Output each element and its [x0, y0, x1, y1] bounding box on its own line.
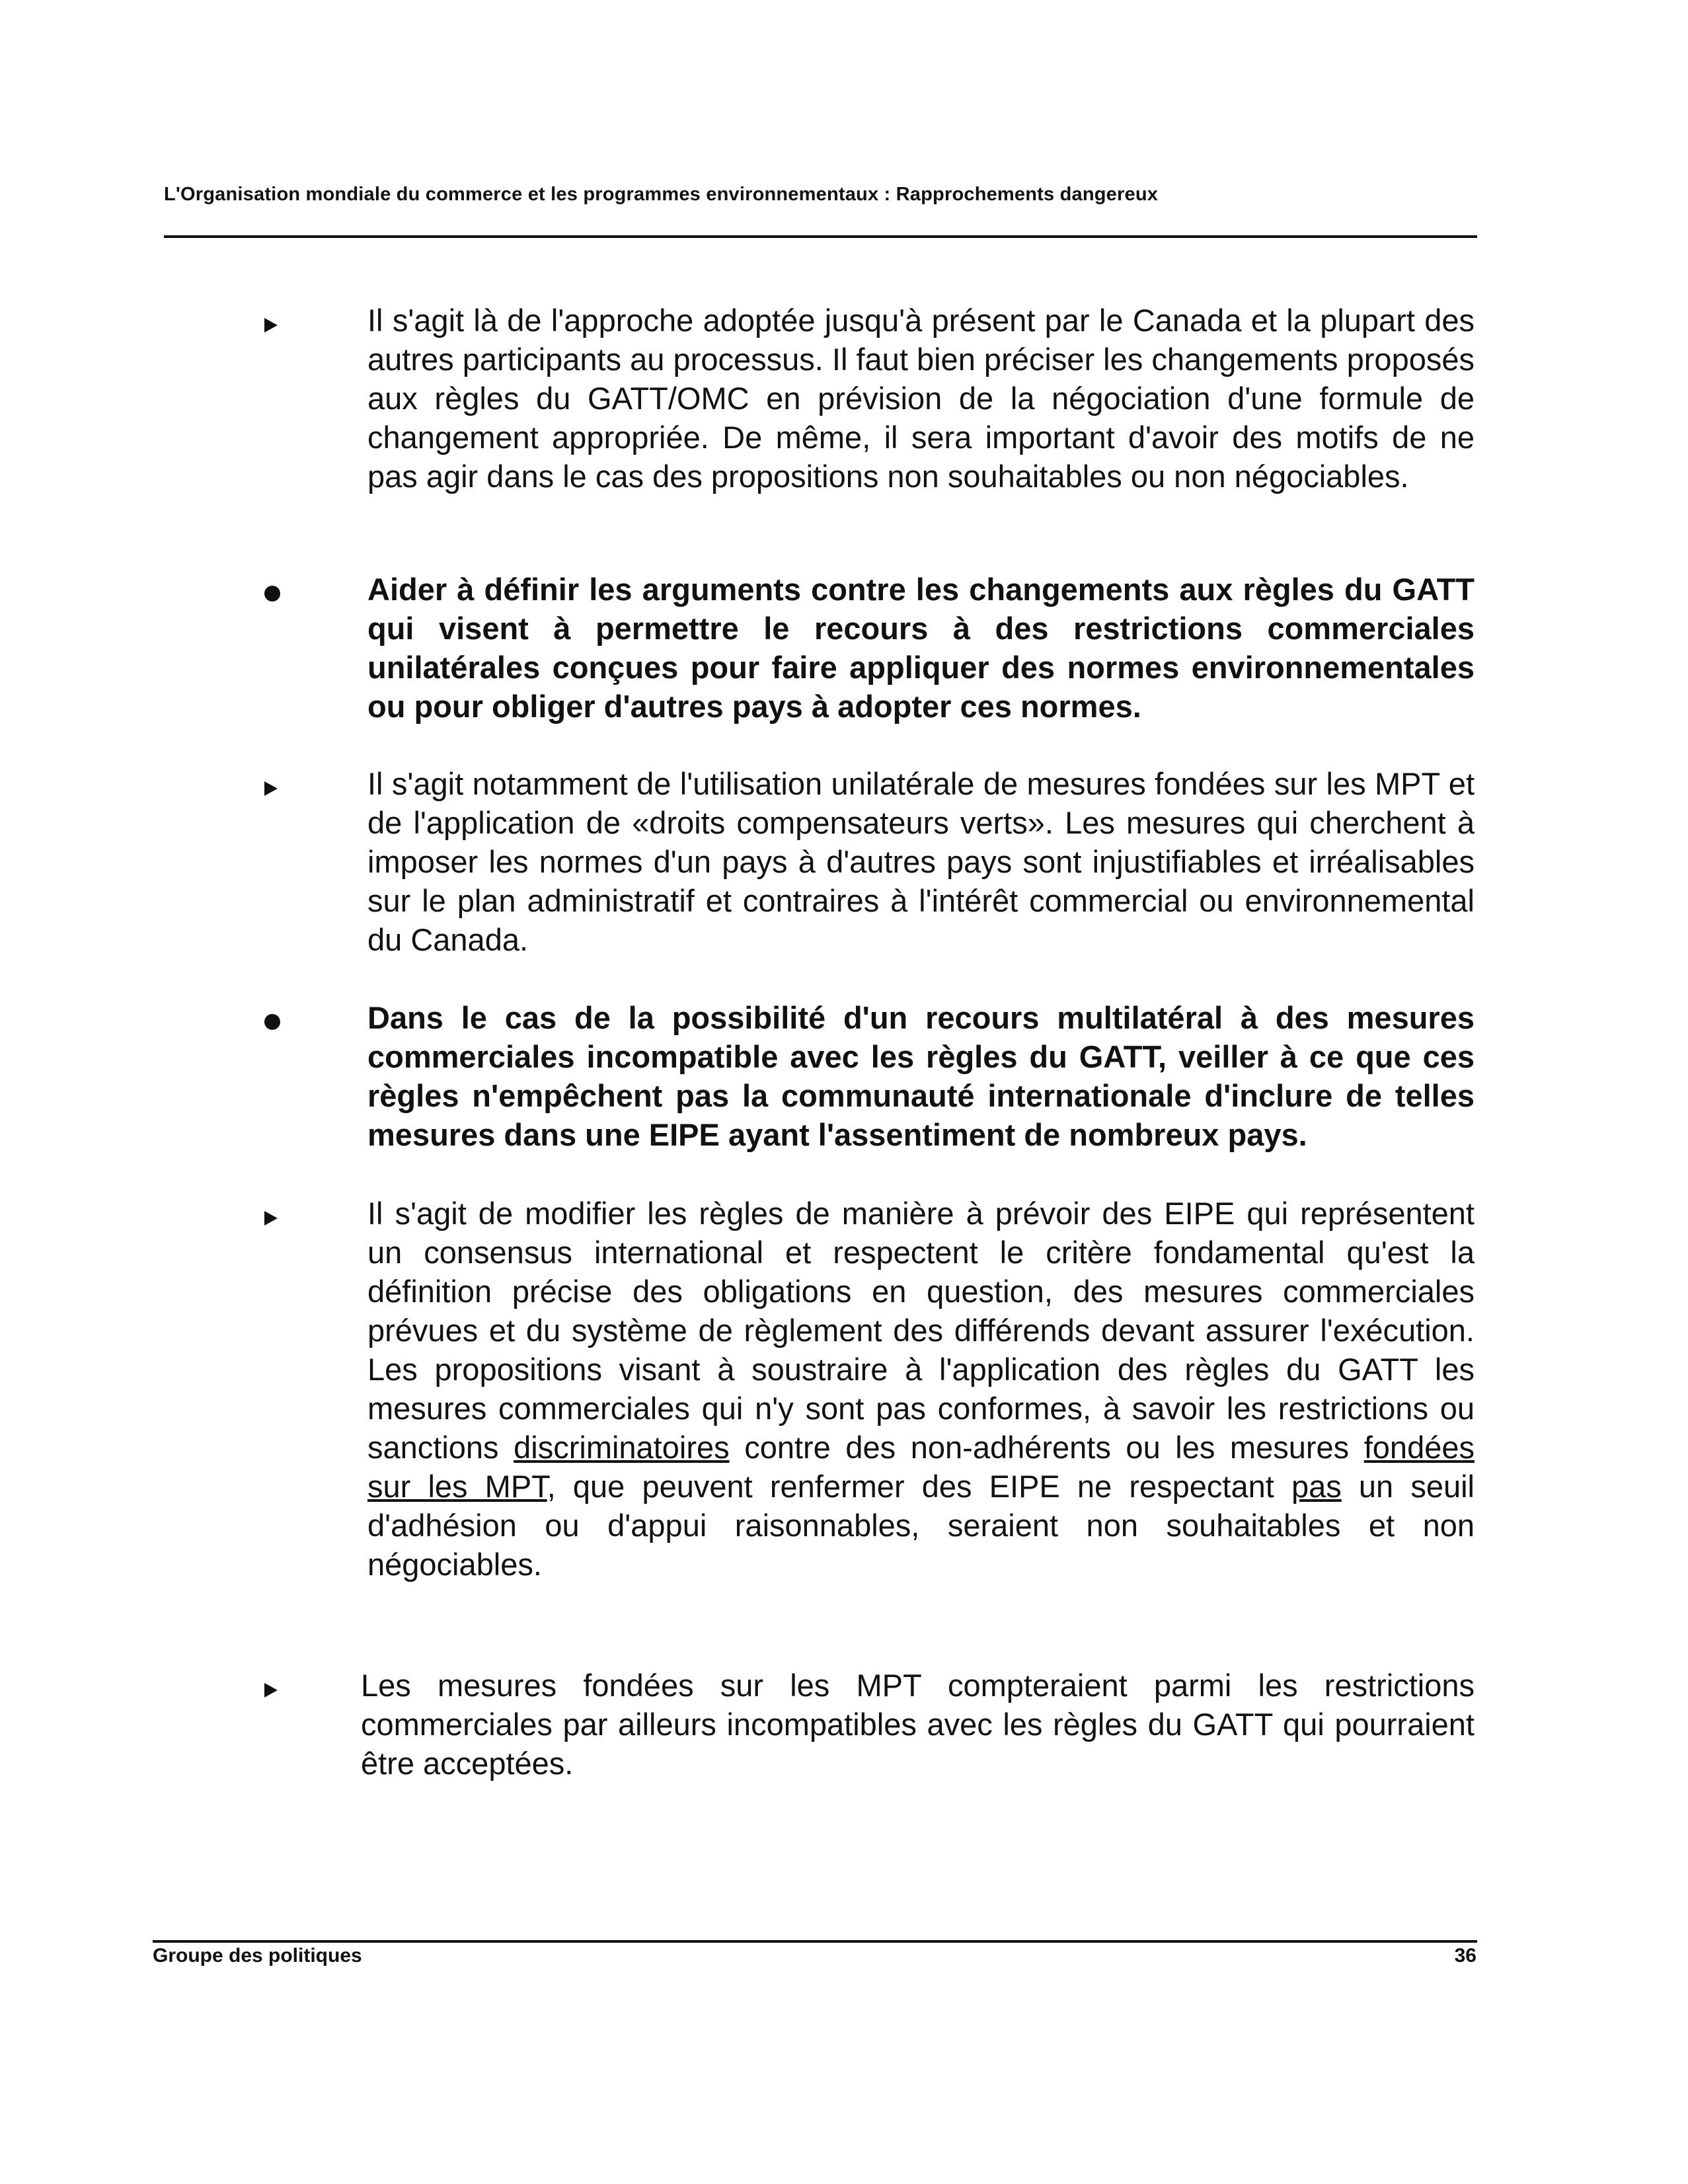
arrow-marker-icon: [264, 772, 304, 796]
underlined-text: fondées sur les MPT: [367, 1430, 1475, 1504]
footer-label: Groupe des politiques: [153, 1945, 362, 1967]
item-text: Aider à définir les arguments contre les changements aux règles du GATT qui visent à permettre le recours à des restrictions commerciales unilatérales conçues pour faire appliquer des normes environnementales ou pour obliger d'autres pays à adopter ces normes.: [367, 572, 1475, 724]
underlined-text: pas: [1291, 1469, 1342, 1504]
arrow-marker-icon: [264, 309, 304, 332]
item-text: Il s'agit là de l'approche adoptée jusqu'à présent par le Canada et la plupart des autres participants au processus. Il faut bien préciser les changements proposés aux règles du GATT/OMC en prévision de la négociation d'une formule de changement appropriée. De même, il sera important d'avoir des motifs de ne pas agir dans le cas des propositions non souhaitables ou non négociables.: [367, 303, 1475, 494]
item-text: Dans le cas de la possibilité d'un recours multilatéral à des mesures commerciales incompatible avec les règles du GATT, veiller à ce que ces règles n'empêchent pas la communauté internationale d'inclure de telles mesures dans une EIPE ayant l'assentiment de nombreux pays.: [367, 1000, 1475, 1152]
bullet-icon: [264, 1006, 304, 1030]
page-number: 36: [1454, 1945, 1477, 1967]
arrow-marker-icon: [264, 1202, 304, 1226]
arrow-marker-icon: [264, 1674, 304, 1697]
text-segment: , que peuvent renfermer des EIPE ne respectant: [547, 1469, 1291, 1504]
text-segment: contre des non-adhérents ou les mesures: [729, 1430, 1364, 1465]
footer-rule: [153, 1940, 1477, 1943]
item-text: Les mesures fondées sur les MPT compteraient parmi les restrictions commerciales par ailleurs incompatibles avec les règles du GATT qui pourraient être acceptées.: [361, 1668, 1475, 1781]
text-segment: Il s'agit de modifier les règles de manière à prévoir des EIPE qui représentent un consensus international et respectent le critère fondamental qu'est la définition précise des obligations en question, des mesures commerciales prévues et du système de règlement des différends devant assurer l'exécution. Les propositions visant à soustraire à l'application des règles du GATT les mesures commerciales qui n'y sont pas conformes, à savoir les restrictions ou sanctions: [367, 1196, 1475, 1465]
bullet-icon: [264, 578, 304, 602]
item-text: [367, 1194, 1475, 1584]
underlined-text: discriminatoires: [514, 1430, 730, 1465]
item-text: Il s'agit notamment de l'utilisation unilatérale de mesures fondées sur les MPT et de l'application de «droits compensateurs verts». Les mesures qui cherchent à imposer les normes d'un pays à d'autres pays sont injustifiables et irréalisables sur le plan administratif et contraires à l'intérêt commercial ou environnemental du Canada.: [367, 766, 1475, 957]
text-segment: un seuil d'adhésion ou d'appui raisonnables, seraient non souhaitables et non négociables.: [367, 1469, 1475, 1582]
header-rule: [164, 235, 1477, 238]
running-header: L'Organisation mondiale du commerce et les programmes environnementaux : Rapprochements dangereux: [164, 184, 1159, 205]
